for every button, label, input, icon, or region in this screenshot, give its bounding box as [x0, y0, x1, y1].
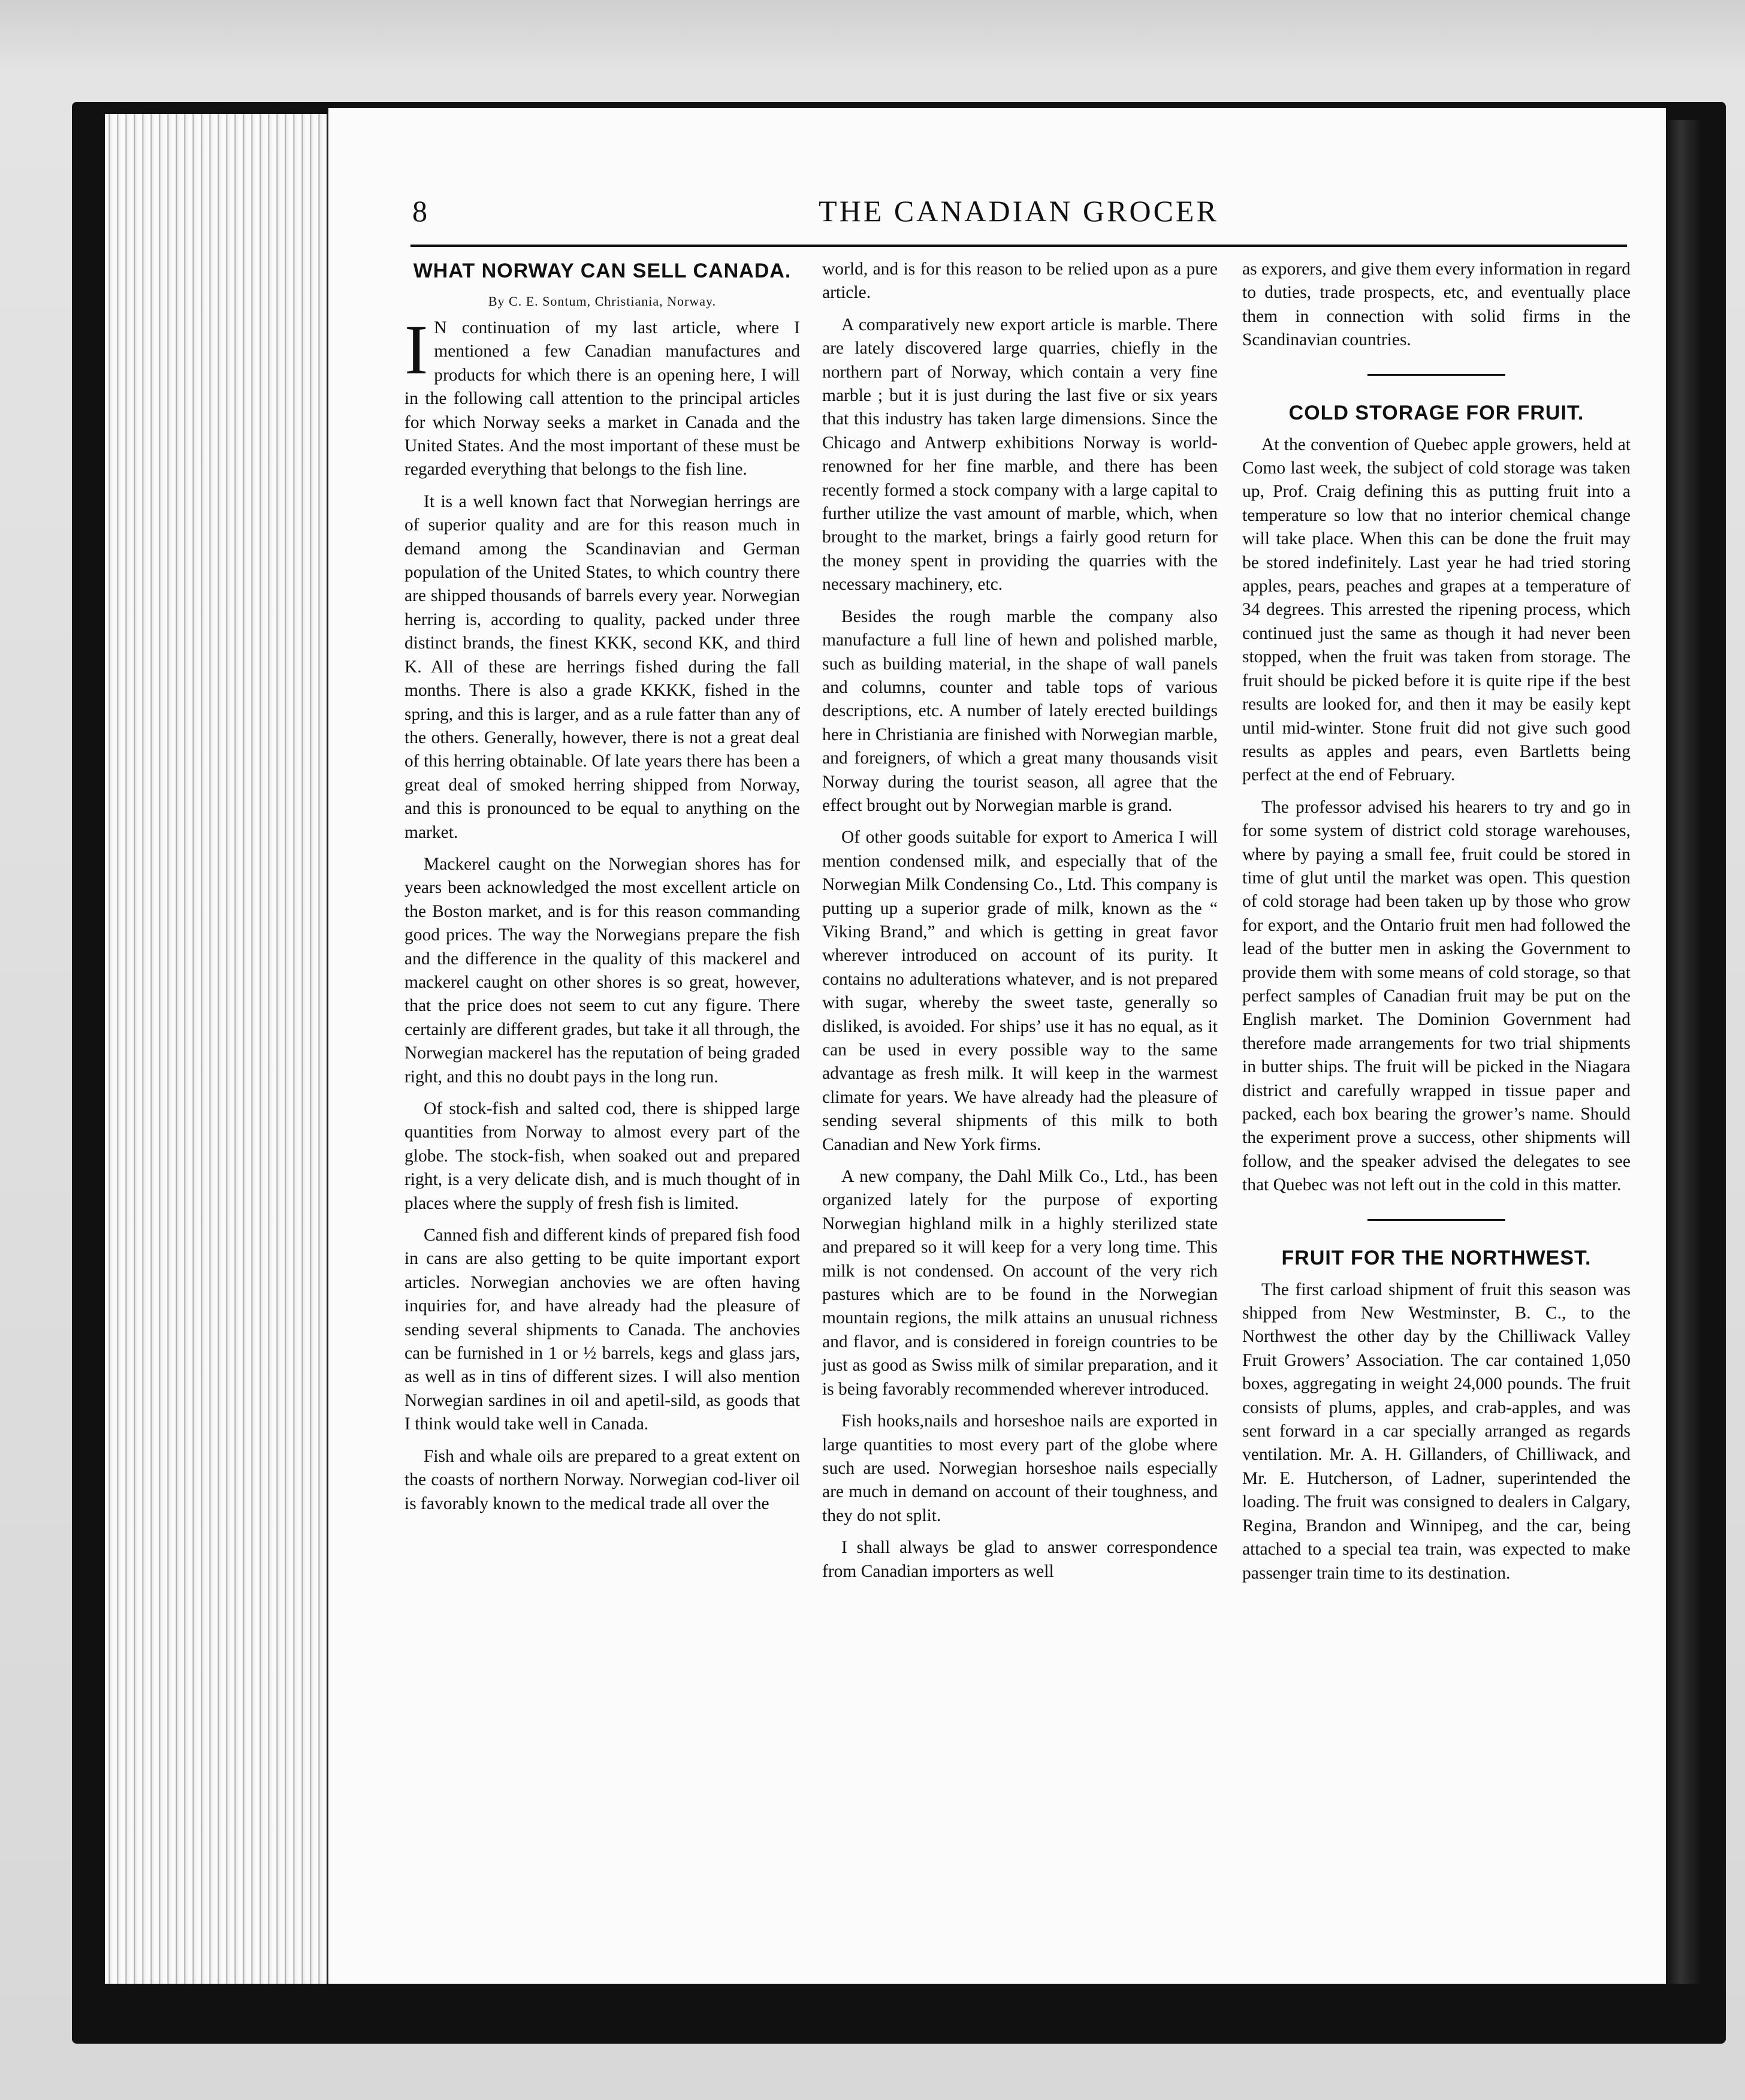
paragraph: The first carload shipment of fruit this season was shipped from New Westminster, B. C., to the Northwest the other day by the Chilliwack Valley Fruit Growers’ Association. The car contained 1,050 boxes, aggregating in weight 24,000 pounds. The fruit consists of plums, apples, and crab-apples, and was sent forward in a car specially arranged as regards ventilation. Mr. A. H. Gillanders, of Chilliwack, and Mr. E. Hutcherson, of Ladner, superintended the loading. The fruit was consigned to dealers in Calgary, Regina, Brandon and Winnipeg, and the car, being attached to a special tea train, was expected to make passenger train time to its destination. — [1242, 1280, 1631, 1583]
binding-strip — [1666, 120, 1702, 1984]
article-title: FRUIT FOR THE NORTHWEST. — [1281, 1246, 1592, 1269]
masthead: THE CANADIAN GROCER — [819, 194, 1219, 228]
page-edges — [105, 114, 330, 1984]
paragraph: Canned fish and different kinds of prepared fish food in cans are also getting to be quite important export articles. Norwegian anchovies we are often having inquiries for, and have already had the pleasure of sending several shipments to Canada. The anchovies can be furnished in 1 or ½ barrels, kegs and glass jars, as well as in tins of different sizes. I will also mention Norwegian sardines in oil and apetil-sild, as goods that I think would take well in Canada. — [404, 1226, 800, 1434]
article-title: WHAT NORWAY CAN SELL CANADA. — [413, 260, 792, 282]
column-2 — [822, 258, 1218, 1592]
article-title: COLD STORAGE FOR FRUIT. — [1288, 401, 1584, 424]
paragraph: A comparatively new export article is marble. There are lately discovered large quarries, chiefly in the northern part of Norway, which contain a very fine marble ; but it is just during the last five or six years that this industry has taken large dimensions. Since the Chicago and Antwerp exhibitions Norway is world-renowned for her fine marble, and there has been recently formed a stock company with a large capital to further utilize the vast amount of marble, which, when brought to the market, brings a fairly good return for the money spent in providing the quarries with the necessary machinery, etc. — [822, 315, 1218, 595]
drop-cap: I — [404, 310, 428, 389]
paragraph: Of other goods suitable for export to America I will mention condensed milk, and especially that of the Norwegian Milk Condensing Co., Ltd. This company is putting up a superior grade of milk, known as the “ Viking Brand,” and which is getting in great favor wherever introduced on account of its purity. It contains no adulterations whatever, and is not prepared with sugar, whereby the sweet taste, generally so disliked, is avoided. For ships’ use it has no equal, as it can be used in every possible way to the same advantage as fresh milk. It will keep in the warmest climate for years. We have already had the pleasure of sending several shipments of this milk to both Canadian and New York firms. — [822, 828, 1218, 1154]
column-1 — [404, 258, 800, 1524]
paragraph: Fish and whale oils are prepared to a great extent on the coasts of northern Norway. Norwegian cod-liver oil is favorably known to the medical trade all over the — [404, 1446, 800, 1513]
paragraph: I shall always be glad to answer correspondence from Canadian importers as well — [822, 1538, 1218, 1581]
paragraph: world, and is for this reason to be relied upon as a pure article. — [822, 260, 1218, 303]
paragraph: I N continuation of my last article, where I mentioned a few Canadian manufactures and products for which there is an opening here, I will in the following call attention to the principal articles for which Norway seeks a market in Canada and the United States. And the most important of these must be regarded everything that belongs to the fish line. — [404, 310, 800, 479]
column-3 — [1242, 258, 1631, 1594]
paragraph: Fish hooks,nails and horseshoe nails are exported in large quantities to most every part of the globe where such are used. Norwegian horseshoe nails especially are much in demand on account of their toughness, and they do not split. — [822, 1411, 1218, 1525]
page-number: 8 — [412, 194, 427, 228]
paragraph: It is a well known fact that Norwegian herrings are of superior quality and are for this reason much in demand among the Scandinavian and German population of the United States, to which country there are shipped thousands of barrels every year. Norwegian herring is, according to quality, packed under three distinct brands, the finest KKK, second KK, and third K. All of these are herrings fished during the fall months. There is also a grade KKKK, fished in the spring, and this is larger, and as a rule fatter than any of the others. Generally, however, there is not a great deal of this herring obtainable. Of late years there has been a great deal of smoked herring shipped from Norway, and this is pronounced to be equal to anything on the market. — [404, 491, 800, 842]
section-divider — [1367, 374, 1505, 376]
paragraph: A new company, the Dahl Milk Co., Ltd., has been organized lately for the purpose of exporting Norwegian highland milk in a highly sterilized state and prepared so it will keep for a very long time. This milk is not condensed. On account of the very rich pastures which are to be found in the Norwegian mountain regions, the milk attains an unusual richness and flavor, and is considered in foreign countries to be just as good as Swiss milk of similar preparation, and it is being favorably recommended wherever introduced. — [822, 1167, 1218, 1399]
section-divider — [1367, 1219, 1505, 1221]
header-rule — [410, 245, 1627, 247]
paragraph: Mackerel caught on the Norwegian shores has for years been acknowledged the most excellent article on the Boston market, and is for this reason commanding good prices. The way the Norwegians prepare the fish and the difference in the quality of this mackerel and mackerel caught on other shores is so great, however, that the price does not seem to cut any figure. There certainly are different grades, but take it all through, the Norwegian mackerel has the reputation of being graded right, and this no doubt pays in the long run. — [404, 854, 800, 1087]
paragraph: The professor advised his hearers to try and go in for some system of district cold storage warehouses, where by paying a small fee, fruit could be stored in time of glut until the market was open. This question of cold storage had been taken up by those who grow for export, and the Ontario fruit men had followed the lead of the butter men in asking the Government to provide them with some means of cold storage, so that perfect samples of Canadian fruit may be put on the English market. The Dominion Government had therefore made arrangements for two trial shipments in butter ships. The fruit will be picked in the Niagara district and carefully wrapped in tissue paper and packed, each box bearing the grower’s name. Should the experiment prove a success, other shipments will follow, and the speaker advised the delegates to see that Quebec was not left out in the cold in this matter. — [1242, 797, 1631, 1195]
paragraph: Besides the rough marble the company also manufacture a full line of hewn and polished marble, such as building material, in the shape of wall panels and columns, counter and table tops of various descriptions, etc. A number of lately erected buildings here in Christiania are finished with Norwegian marble, and foreigners, of which a great many thousands visit Norway during the tourist season, all agree that the effect brought out by Norwegian marble is grand. — [822, 607, 1218, 815]
paragraph: as exporers, and give them every information in regard to duties, trade prospects, etc, and eventually place them in connection with solid firms in the Scandinavian countries. — [1242, 260, 1631, 350]
paragraph: Of stock-fish and salted cod, there is shipped large quantities from Norway to almost every part of the globe. The stock-fish, when soaked out and prepared right, is a very delicate dish, and is much thought of in places where the supply of fresh fish is limited. — [404, 1099, 800, 1213]
article-byline: By C. E. Sontum, Christiania, Norway. — [488, 294, 717, 309]
paragraph: At the convention of Quebec apple growers, held at Como last week, the subject of cold storage was taken up, Prof. Craig defining this as putting fruit into a temperature so low that no interior chemical change will take place. When this can be done the fruit may be stored indefinitely. Last year he had tried storing apples, pears, peaches and grapes at a temperature of 34 degrees. This arrested the ripening process, which continued just the same as though it had never been stopped, when the fruit was taken from storage. The fruit should be picked before it is quite ripe if the best results are looked for, and then it may be easily kept until mid-winter. Stone fruit did not give such good results as apples and pears, even Bartletts being perfect at the end of February. — [1242, 435, 1631, 785]
